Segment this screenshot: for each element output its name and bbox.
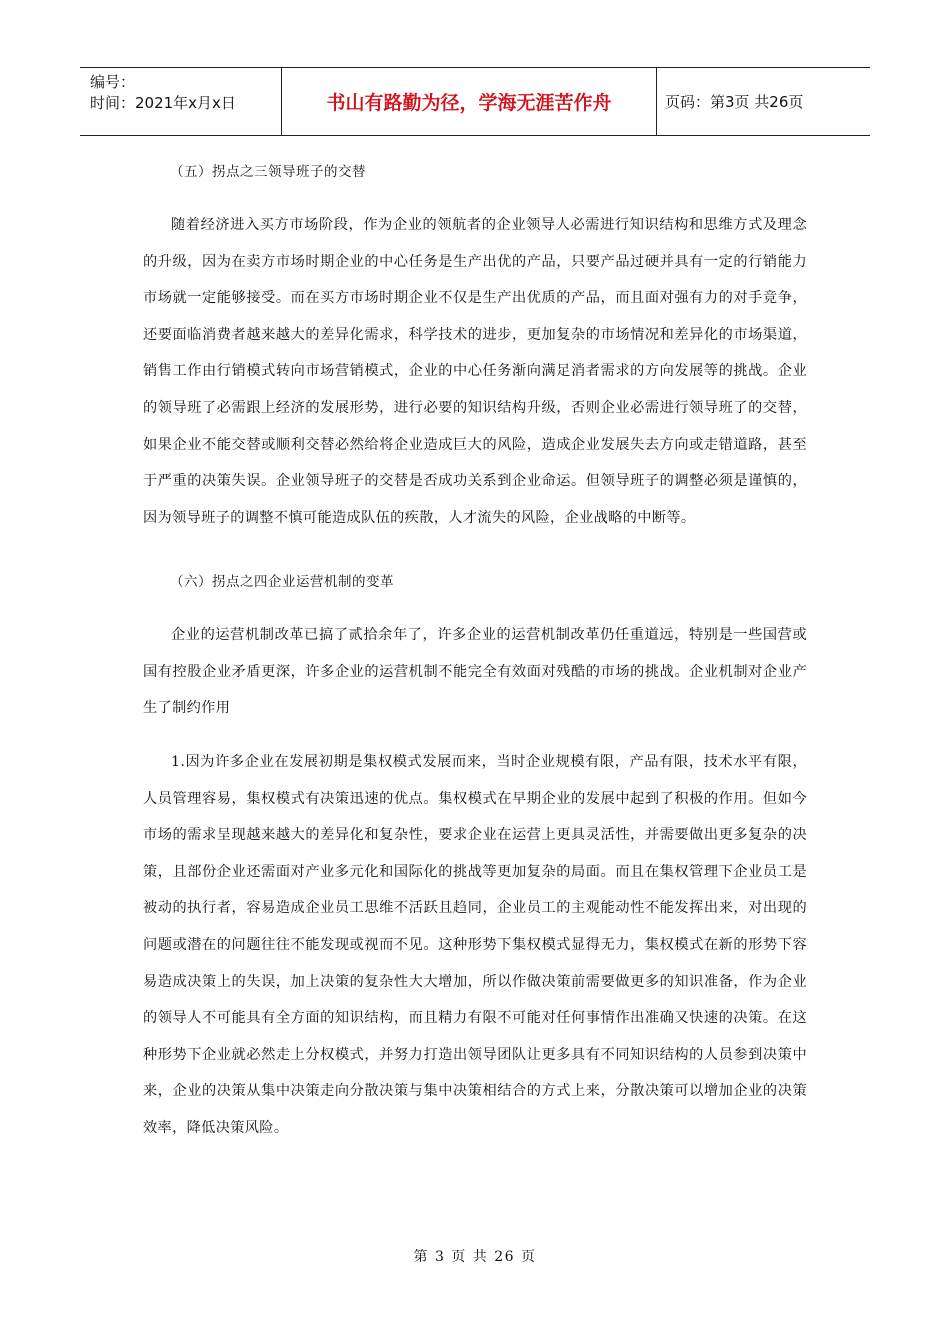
body-paragraph: 企业的运营机制改革已搞了贰拾余年了，许多企业的运营机制改革仍任重道远，特别是一些国营或国有控股企业矛盾更深，许多企业的运营机制不能完全有效面对残酷的市场的挑战。企业机制对企业产生了制约作用 — [143, 627, 807, 717]
body-paragraph: 1.因为许多企业在发展初期是集权模式发展而来，当时企业规模有限，产品有限，技术水平有限，人员管理容易，集权模式有决策迅速的优点。集权模式在早期企业的发展中起到了积极的作用。但如今市场的需求呈现越来越大的差异化和复杂性，要求企业在运营上更具灵活性，并需要做出更多复杂的决策，且部份企业还需面对产业多元化和国际化的挑战等更加复杂的局面。而且在集权管理下企业员工是被动的执行者，容易造成企业员工思维不活跃且趋同，企业员工的主观能动性不能发挥出来，对出现的问题或潜在的问题往往不能发现或视而不见。这种形势下集权模式显得无力，集权模式在新的形势下容易造成决策上的失误，加上决策的复杂性大大增加，所以作做决策前需要做更多的知识准备，作为企业的领导人不可能具有全方面的知识结构，而且精力有限不可能对任何事情作出准确又快速的决策。在这种形势下企业就必然走上分权模式，并努力打造出领导团队让更多具有不同知识结构的人员参到决策中来，企业的决策从集中决策走向分散决策与集中决策相结合的方式上来，分散决策可以增加企业的决策效率，降低决策风险。 — [143, 754, 807, 1136]
motto-text: 书山有路勤为径，学海无涯苦作舟 — [326, 92, 612, 114]
body-paragraph: 随着经济进入买方市场阶段，作为企业的领航者的企业领导人必需进行知识结构和思维方式及理念的升级，因为在卖方市场时期企业的中心任务是生产出优的产品，只要产品过硬并具有一定的行销能力市场就一定能够接受。而在买方市场时期企业不仅是生产出优质的产品，而且面对强有力的对手竞争，还要面临消费者越来越大的差异化需求，科学技术的进步，更加复杂的市场情况和差异化的市场渠道，销售工作由行销模式转向市场营销模式，企业的中心任务渐向满足消者需求的方向发展等的挑战。企业的领导班了必需跟上经济的发展形势，进行必要的知识结构升级，否则企业必需进行领导班了的交替，如果企业不能交替或顺利交替必然给将企业造成巨大的风险，造成企业发展失去方向或走错道路，甚至于严重的决策失误。企业领导班子的交替是否成功关系到企业命运。但领导班子的调整必须是谨慎的，因为领导班子的调整不慎可能造成队伍的疾散，人才流失的风险，企业战略的中断等。 — [143, 217, 807, 526]
section-heading: （六）拐点之四企业运营机制的变革 — [170, 574, 394, 590]
date-line: 时间：2021年x月x日 — [90, 94, 236, 112]
page-footer: 第 3 页 共 26 页 — [413, 1249, 537, 1265]
header-left-cell — [80, 68, 282, 135]
header-page-info: 页码：第3页 共26页 — [665, 93, 804, 111]
section-heading: （五）拐点之三领导班子的交替 — [170, 164, 366, 180]
header-page-cell — [657, 68, 870, 135]
serial-number-label: 编号： — [90, 73, 136, 91]
header-motto-cell — [282, 68, 657, 135]
document-header — [80, 67, 870, 136]
